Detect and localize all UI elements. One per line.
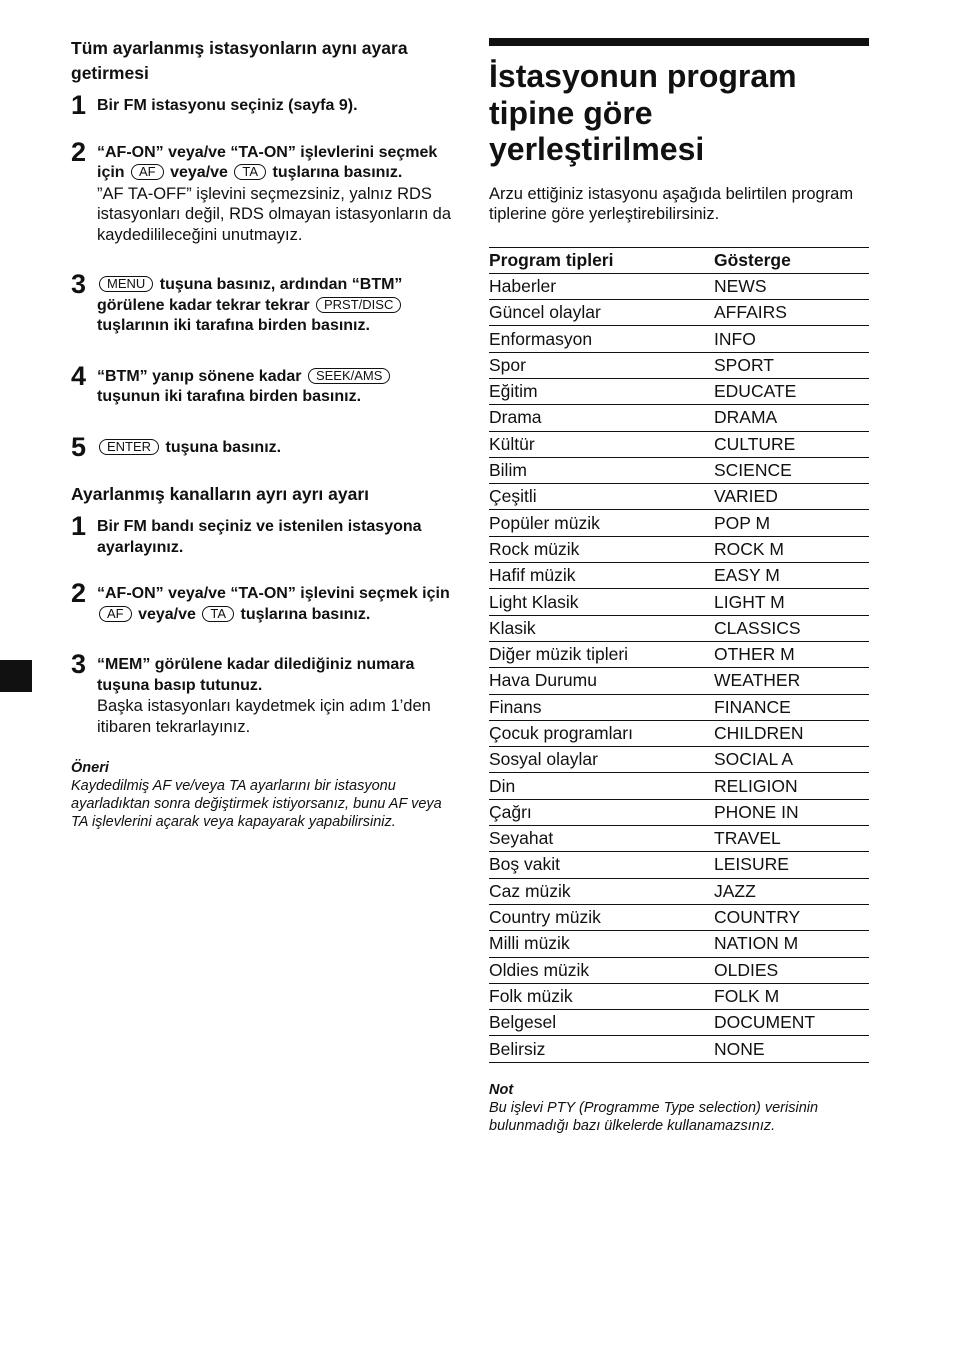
table-row	[489, 484, 869, 510]
display-cell: TRAVEL	[714, 826, 869, 852]
table-row	[489, 378, 869, 404]
table-row	[489, 957, 869, 983]
table-row	[489, 852, 869, 878]
table-row	[489, 641, 869, 667]
left-column	[71, 36, 451, 831]
tip-box	[71, 759, 451, 831]
display-cell: ROCK M	[714, 536, 869, 562]
display-cell: POP M	[714, 510, 869, 536]
step-instruction: Bir FM istasyonu seçiniz (sayfa 9).	[97, 97, 358, 114]
table-row	[489, 326, 869, 352]
table-row	[489, 589, 869, 615]
enter-key: ENTER	[99, 439, 159, 455]
ta-key: TA	[202, 606, 234, 622]
step-3	[71, 269, 451, 337]
table-body	[489, 273, 869, 1062]
table-row	[489, 799, 869, 825]
prst-disc-key: PRST/DISC	[316, 297, 401, 313]
program-type-cell: Çeşitli	[489, 484, 714, 510]
display-cell: VARIED	[714, 484, 869, 510]
program-type-cell: Caz müzik	[489, 878, 714, 904]
table-row	[489, 1010, 869, 1036]
step-text: tuşuna basınız, ardından “BTM” görülene kadar tekrar tekrar	[97, 276, 403, 314]
step-instruction	[97, 438, 451, 459]
display-cell: CULTURE	[714, 431, 869, 457]
table-header-row	[489, 247, 869, 273]
step-2	[71, 136, 452, 246]
display-cell: JAZZ	[714, 878, 869, 904]
program-type-cell: Milli müzik	[489, 931, 714, 957]
table-row	[489, 983, 869, 1009]
right-column	[489, 38, 869, 1135]
step-text: veya/ve	[138, 605, 196, 623]
program-type-cell: Hava Durumu	[489, 668, 714, 694]
column-header-display: Gösterge	[714, 247, 869, 273]
step-text: “BTM” yanıp sönene kadar	[97, 367, 302, 385]
program-type-cell: Country müzik	[489, 904, 714, 930]
display-cell: SCIENCE	[714, 457, 869, 483]
tip-text: Kaydedilmiş AF ve/veya TA ayarlarını bir istasyonu ayarladıktan sonra değiştirmek istiyorsanız, bunu AF veya TA işlevlerini açarak veya kapayarak yapabilirsiniz.	[71, 778, 442, 830]
program-type-cell: Oldies müzik	[489, 957, 714, 983]
table-row	[489, 668, 869, 694]
table-row	[489, 826, 869, 852]
program-type-cell: Drama	[489, 405, 714, 431]
step-text: tuşlarına basınız.	[272, 164, 403, 181]
title-rule	[489, 38, 869, 46]
display-cell: COUNTRY	[714, 904, 869, 930]
display-cell: NATION M	[714, 931, 869, 957]
table-row	[489, 694, 869, 720]
step-instruction: “MEM” görülene kadar dilediğiniz numara tuşuna basıp tutunuz.	[97, 656, 415, 694]
step-1	[71, 511, 451, 558]
display-cell: FOLK M	[714, 983, 869, 1009]
display-cell: FINANCE	[714, 694, 869, 720]
af-key: AF	[131, 164, 164, 180]
table-row	[489, 773, 869, 799]
page-title: İstasyonun program tipine göre yerleştirilmesi	[489, 58, 797, 167]
step-number: 5	[71, 431, 87, 462]
column-header-program-type: Program tipleri	[489, 247, 714, 273]
step-3	[71, 649, 451, 737]
display-cell: NEWS	[714, 273, 869, 299]
display-cell: LEISURE	[714, 852, 869, 878]
section2-heading: Ayarlanmış kanalların ayrı ayrı ayarı	[71, 484, 370, 504]
step-text: tuşlarına basınız.	[240, 605, 371, 623]
table-row	[489, 615, 869, 641]
table-row	[489, 457, 869, 483]
step-note: ”AF TA-OFF” işlevini seçmezsiniz, yalnız RDS istasyonları değil, RDS olmayan istasyonların da kaydedilileceğini unutmayız.	[97, 184, 452, 244]
step-number: 3	[71, 269, 87, 299]
seek-ams-key: SEEK/AMS	[308, 368, 390, 384]
step-instruction	[97, 275, 451, 337]
program-type-cell: Bilim	[489, 457, 714, 483]
table-row	[489, 352, 869, 378]
program-type-cell: Spor	[489, 352, 714, 378]
step-text: tuşuna basınız.	[165, 438, 282, 456]
step-number: 2	[71, 136, 87, 167]
display-cell: CHILDREN	[714, 720, 869, 746]
program-type-cell: Popüler müzik	[489, 510, 714, 536]
step-2	[71, 578, 451, 625]
table-row	[489, 931, 869, 957]
table-row	[489, 904, 869, 930]
step-number: 1	[71, 511, 87, 541]
step-instruction	[97, 143, 451, 184]
program-type-cell: Light Klasik	[489, 589, 714, 615]
display-cell: INFO	[714, 326, 869, 352]
table-row	[489, 563, 869, 589]
note-heading: Not	[489, 1081, 514, 1098]
step-number: 3	[71, 649, 87, 679]
program-type-cell: Folk müzik	[489, 983, 714, 1009]
step-number: 1	[71, 90, 87, 120]
step-text: tuşlarının iki tarafına birden basınız.	[97, 317, 370, 334]
section1-heading: Tüm ayarlanmış istasyonların aynı ayara getirmesi	[71, 38, 408, 83]
step-text: “AF-ON” veya/ve “TA-ON” işlevini seçmek için	[97, 585, 450, 602]
program-type-cell: Din	[489, 773, 714, 799]
menu-key: MENU	[99, 276, 153, 292]
display-cell: SPORT	[714, 352, 869, 378]
table-row	[489, 720, 869, 746]
step-number: 4	[71, 360, 87, 391]
program-type-cell: Çocuk programları	[489, 720, 714, 746]
table-row	[489, 431, 869, 457]
note-box	[489, 1081, 869, 1135]
table-row	[489, 510, 869, 536]
program-type-table	[489, 247, 869, 1063]
display-cell: EDUCATE	[714, 378, 869, 404]
display-cell: OLDIES	[714, 957, 869, 983]
display-cell: OTHER M	[714, 641, 869, 667]
display-cell: CLASSICS	[714, 615, 869, 641]
table-row	[489, 1036, 869, 1062]
program-type-cell: Belirsiz	[489, 1036, 714, 1062]
program-type-cell: Belgesel	[489, 1010, 714, 1036]
step-number: 2	[71, 578, 87, 608]
step-instruction	[97, 367, 451, 408]
table-row	[489, 405, 869, 431]
display-cell: WEATHER	[714, 668, 869, 694]
program-type-cell: Diğer müzik tipleri	[489, 641, 714, 667]
display-cell: DOCUMENT	[714, 1010, 869, 1036]
step-text: tuşunun iki tarafına birden basınız.	[97, 388, 362, 405]
note-text: Bu işlevi PTY (Programme Type selection) verisinin bulunmadığı bazı ülkelerde kullanamazsınız.	[489, 1099, 819, 1134]
ta-key: TA	[234, 164, 266, 180]
step-text: “AF-ON” veya/ve “TA-ON” işlevlerini seçmek için	[97, 143, 438, 181]
step-text: veya/ve	[170, 164, 228, 181]
table-row	[489, 536, 869, 562]
step-instruction	[97, 584, 451, 625]
step-4	[71, 360, 451, 408]
display-cell: EASY M	[714, 563, 869, 589]
step-instruction: Bir FM bandı seçiniz ve istenilen istasyona ayarlayınız.	[97, 518, 422, 556]
tip-heading: Öneri	[71, 760, 109, 776]
display-cell: SOCIAL A	[714, 747, 869, 773]
program-type-cell: Enformasyon	[489, 326, 714, 352]
program-type-cell: Eğitim	[489, 378, 714, 404]
display-cell: DRAMA	[714, 405, 869, 431]
display-cell: AFFAIRS	[714, 300, 869, 326]
step-1	[71, 90, 451, 120]
display-cell: RELIGION	[714, 773, 869, 799]
display-cell: PHONE IN	[714, 799, 869, 825]
section-tab-marker	[0, 660, 32, 692]
table-row	[489, 300, 869, 326]
program-type-cell: Sosyal olaylar	[489, 747, 714, 773]
af-key: AF	[99, 606, 132, 622]
display-cell: LIGHT M	[714, 589, 869, 615]
program-type-cell: Haberler	[489, 273, 714, 299]
table-row	[489, 273, 869, 299]
program-type-cell: Çağrı	[489, 799, 714, 825]
table-row	[489, 878, 869, 904]
program-type-cell: Seyahat	[489, 826, 714, 852]
program-type-cell: Hafif müzik	[489, 563, 714, 589]
program-type-cell: Boş vakit	[489, 852, 714, 878]
program-type-cell: Güncel olaylar	[489, 300, 714, 326]
program-type-cell: Klasik	[489, 615, 714, 641]
intro-text: Arzu ettiğiniz istasyonu aşağıda belirtilen program tiplerine göre yerleştirebilirsiniz.	[489, 184, 854, 223]
program-type-cell: Finans	[489, 694, 714, 720]
step-note: Başka istasyonları kaydetmek için adım 1’den itibaren tekrarlayınız.	[97, 697, 431, 736]
program-type-cell: Rock müzik	[489, 536, 714, 562]
table-row	[489, 747, 869, 773]
step-5	[71, 431, 451, 462]
program-type-cell: Kültür	[489, 431, 714, 457]
display-cell: NONE	[714, 1036, 869, 1062]
